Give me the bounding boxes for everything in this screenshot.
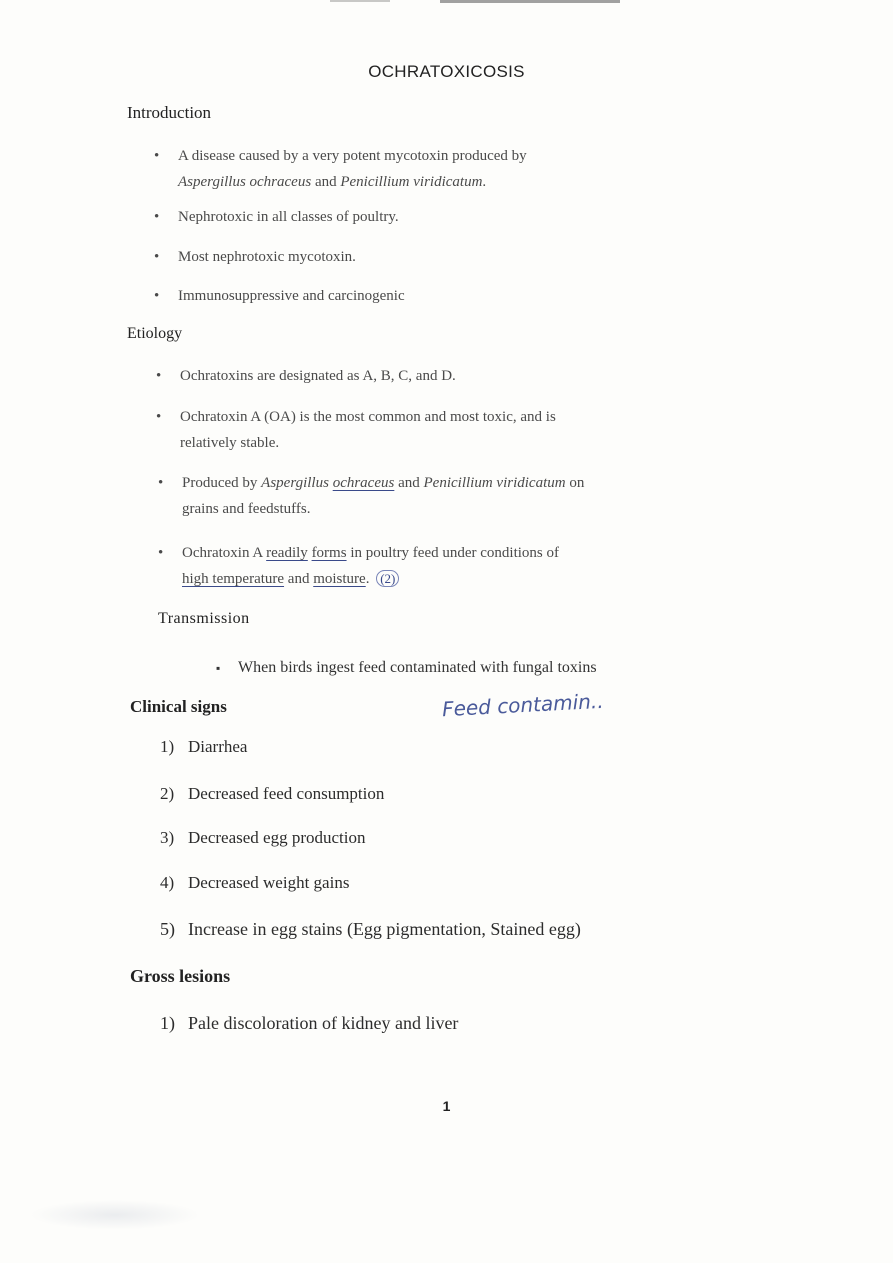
list-item: 2) Decreased feed consumption [160,784,385,803]
list-item: 5) Increase in egg stains (Egg pigmentation, Stained egg) [160,919,581,939]
list-item: • Nephrotoxic in all classes of poultry. [154,209,399,225]
page-title: OCHRATOXICOSIS [368,62,525,81]
list-item: 1) Pale discoloration of kidney and liver [160,1013,459,1033]
section-heading-transmission: Transmission [158,610,250,627]
scan-artifact [440,0,620,3]
list-item: • Immunosuppressive and carcinogenic [154,288,405,304]
section-heading-introduction: Introduction [127,103,212,122]
handwritten-mark: (2) [376,570,399,587]
list-item: • Produced by Aspergillus ochraceus and Penicillium viridicatum on grains and feedstuffs. [158,475,585,517]
section-heading-clinical-signs: Clinical signs [130,697,227,716]
list-item: • Ochratoxin A readily forms in poultry feed under conditions of high temperature and moisture. (2) [158,545,560,587]
page-number: 1 [442,1098,451,1114]
scan-artifact [330,0,390,2]
list-item: 4) Decreased weight gains [160,873,350,892]
list-item: • Most nephrotoxic mycotoxin. [154,249,356,265]
list-item: ▪ When birds ingest feed contaminated with fungal toxins [216,659,597,676]
handwritten-annotation: Feed contamin.. [441,688,605,722]
list-item: 3) Decreased egg production [160,828,366,847]
list-item: • A disease caused by a very potent mycotoxin produced by Aspergillus ochraceus and Penicillium viridicatum. [154,148,527,190]
list-item: • Ochratoxin A (OA) is the most common and most toxic, and is relatively stable. [156,409,556,451]
section-heading-etiology: Etiology [127,325,183,342]
scan-artifact [30,1200,200,1230]
section-heading-gross-lesions: Gross lesions [130,966,231,986]
list-item: • Ochratoxins are designated as A, B, C, and D. [156,368,456,384]
list-item: 1) Diarrhea [160,737,248,756]
